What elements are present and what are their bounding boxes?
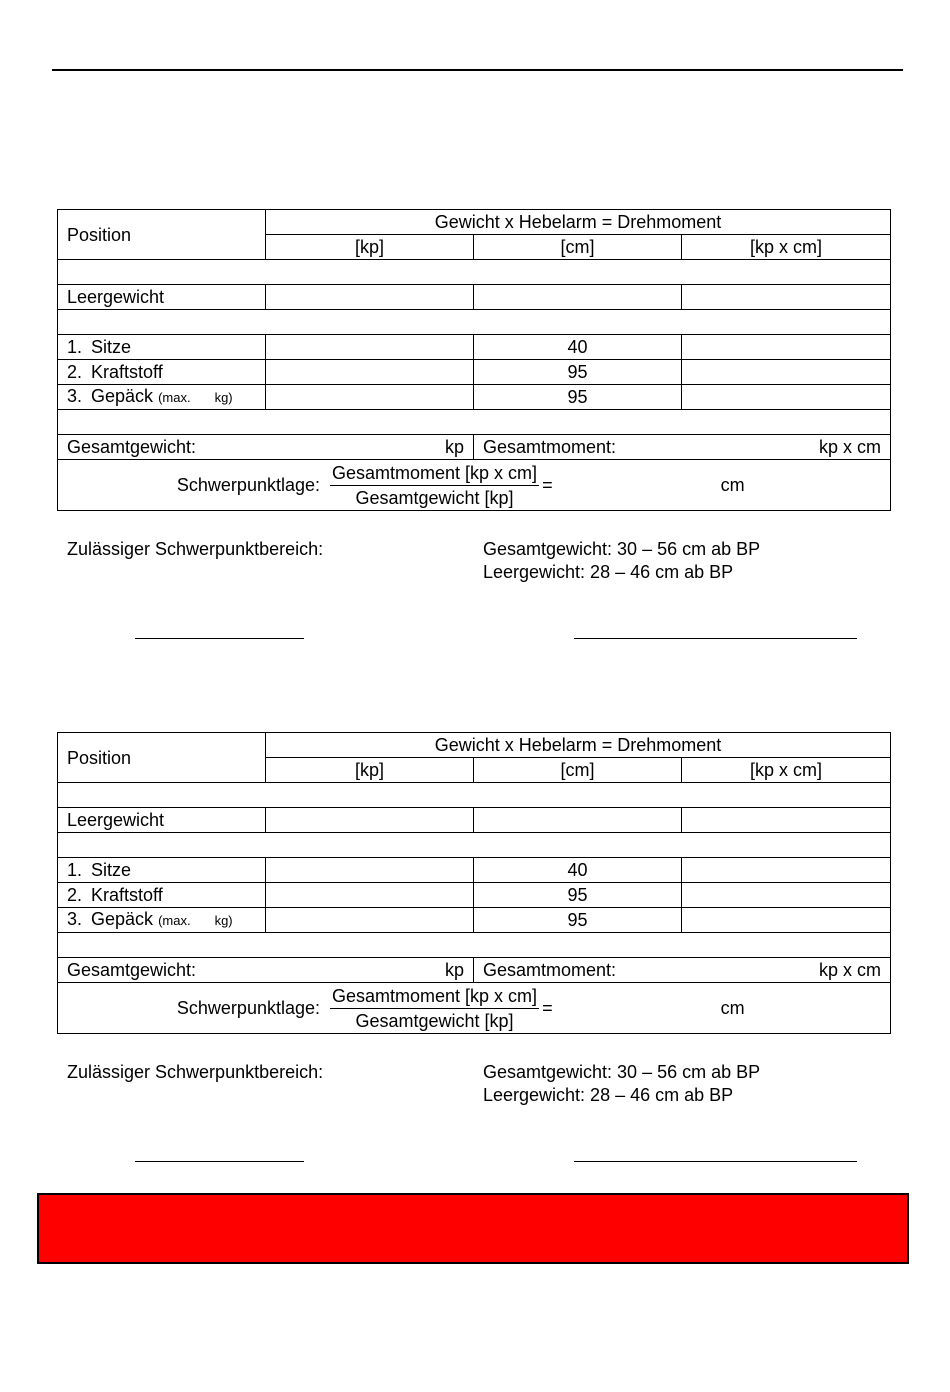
header-unit-arm: [cm] [474,235,682,260]
allowed-cg-label: Zulässiger Schwerpunktbereich: [67,539,324,559]
header-unit-weight: [kp] [266,235,474,260]
cg-label: Schwerpunktlage: [176,475,320,495]
baggage-arm-value: 95 [474,908,682,933]
baggage-moment-input[interactable] [682,385,891,410]
seats-moment-input[interactable] [682,858,891,883]
fuel-arm-value: 95 [474,883,682,908]
signature-line[interactable] [574,1161,857,1162]
cg-denominator: Gesamtgewicht [kp] [355,1010,514,1031]
allowed-cg-values [483,1061,760,1107]
cg-numerator: Gesamtmoment [kp x cm] [330,984,539,1009]
header-position: Position [58,733,266,783]
total-weight-cell[interactable] [58,958,474,983]
seats-weight-input[interactable] [266,335,474,360]
row-label-fuel [58,360,266,385]
allowed-empty-range: Leergewicht: 28 – 46 cm ab BP [483,562,734,582]
total-moment-label: Gesamtmoment: [483,960,617,980]
spacer-row [58,783,891,808]
row-label: Sitze [91,337,132,357]
header-unit-moment: [kp x cm] [682,758,891,783]
table-row [58,285,891,310]
weight-balance-form-1 [0,0,950,582]
table-row [58,858,891,883]
fuel-weight-input[interactable] [266,360,474,385]
cg-denominator: Gesamtgewicht [kp] [355,487,514,508]
spacer-row [58,410,891,435]
baggage-max-note-close: kg) [214,913,233,928]
cg-formula-cell [58,460,891,511]
red-warning-bar [37,1193,909,1264]
row-label-baggage [58,385,266,410]
total-weight-label: Gesamtgewicht: [67,960,197,980]
table-row [58,360,891,385]
table-row [58,385,891,410]
spacer-row [58,933,891,958]
header-position: Position [58,210,266,260]
total-weight-label: Gesamtgewicht: [67,437,197,457]
allowed-total-range: Gesamtgewicht: 30 – 56 cm ab BP [483,539,761,559]
totals-row [58,958,891,983]
empty-moment-input[interactable] [682,808,891,833]
table-row [58,883,891,908]
seats-weight-input[interactable] [266,858,474,883]
seats-moment-input[interactable] [682,335,891,360]
row-label-fuel [58,883,266,908]
row-number: 3. [67,909,83,929]
total-moment-cell[interactable] [474,435,891,460]
fuel-weight-input[interactable] [266,883,474,908]
cg-equals: = [542,998,553,1018]
baggage-max-note-open: (max. [158,390,191,405]
total-weight-cell[interactable] [58,435,474,460]
cg-fraction [330,461,539,510]
cg-fraction [330,984,539,1033]
spacer-row [58,260,891,285]
baggage-max-note-open: (max. [158,913,191,928]
empty-weight-input[interactable] [266,808,474,833]
fuel-arm-value: 95 [474,360,682,385]
totals-row [58,435,891,460]
row-label-empty-weight: Leergewicht [58,808,266,833]
date-line[interactable] [135,1161,304,1162]
cg-equals: = [542,475,553,495]
row-label: Gepäck [91,909,154,929]
row-label-seats [58,858,266,883]
row-label: Sitze [91,860,132,880]
weight-balance-form-2 [0,523,950,1105]
total-moment-unit: kp x cm [819,960,882,980]
row-label-baggage [58,908,266,933]
table-row [58,808,891,833]
row-label-seats [58,335,266,360]
header-unit-moment: [kp x cm] [682,235,891,260]
cg-formula-cell [58,983,891,1034]
header-formula: Gewicht x Hebelarm = Drehmoment [266,733,891,758]
header-unit-arm: [cm] [474,758,682,783]
spacer-row [58,833,891,858]
row-label-empty-weight: Leergewicht [58,285,266,310]
row-number: 1. [67,337,83,357]
row-number: 2. [67,362,83,382]
total-weight-unit: kp [444,960,464,980]
cg-result-unit: cm [720,475,745,495]
total-moment-cell[interactable] [474,958,891,983]
allowed-empty-range: Leergewicht: 28 – 46 cm ab BP [483,1085,734,1105]
weight-balance-table [57,209,891,511]
seats-arm-value: 40 [474,335,682,360]
row-number: 3. [67,386,83,406]
empty-moment-input[interactable] [682,285,891,310]
row-label: Kraftstoff [91,885,163,905]
baggage-weight-input[interactable] [266,385,474,410]
row-number: 2. [67,885,83,905]
cg-label: Schwerpunktlage: [176,998,320,1018]
table-row [58,335,891,360]
baggage-weight-input[interactable] [266,908,474,933]
allowed-total-range: Gesamtgewicht: 30 – 56 cm ab BP [483,1062,761,1082]
baggage-arm-value: 95 [474,385,682,410]
fuel-moment-input[interactable] [682,360,891,385]
baggage-max-note-close: kg) [214,390,233,405]
table-row [58,908,891,933]
baggage-moment-input[interactable] [682,908,891,933]
empty-weight-input[interactable] [266,285,474,310]
fuel-moment-input[interactable] [682,883,891,908]
total-weight-unit: kp [444,437,464,457]
row-label: Kraftstoff [91,362,163,382]
cg-formula-row [58,983,891,1034]
weight-balance-table [57,732,891,1034]
row-number: 1. [67,860,83,880]
cg-result-unit: cm [720,998,745,1018]
header-unit-weight: [kp] [266,758,474,783]
allowed-cg-label: Zulässiger Schwerpunktbereich: [67,1062,324,1082]
empty-arm-input[interactable] [474,285,682,310]
header-formula: Gewicht x Hebelarm = Drehmoment [266,210,891,235]
total-moment-label: Gesamtmoment: [483,437,617,457]
total-moment-unit: kp x cm [819,437,882,457]
seats-arm-value: 40 [474,858,682,883]
spacer-row [58,310,891,335]
empty-arm-input[interactable] [474,808,682,833]
cg-numerator: Gesamtmoment [kp x cm] [330,461,539,486]
cg-formula-row [58,460,891,511]
row-label: Gepäck [91,386,154,406]
